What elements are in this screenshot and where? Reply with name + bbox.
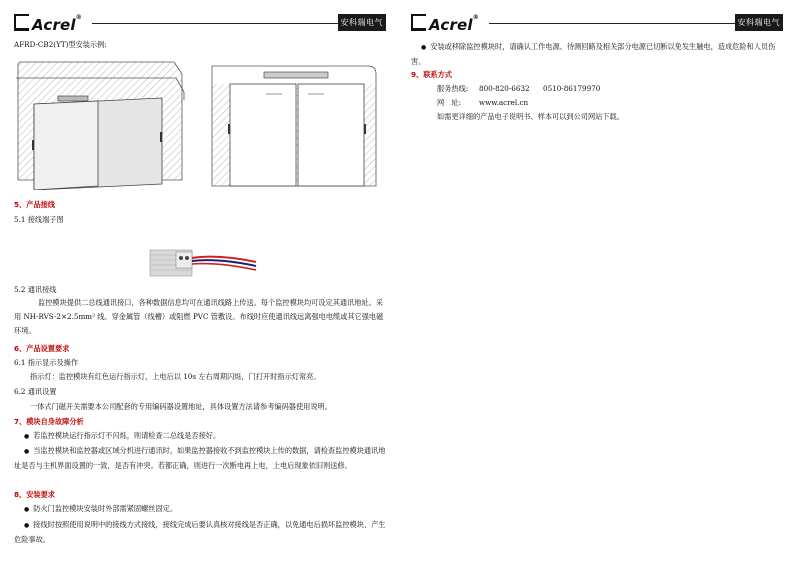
section-6-1-title: 6.1 指示显示及操作 bbox=[14, 358, 79, 367]
section-6-title: 6、产品设置要求 bbox=[14, 344, 70, 353]
header-rule bbox=[489, 23, 735, 24]
section-8-bullet-2: ● 接线时按照使用说明中的接线方式接线，接线完成后要认真核对接线是否正确，以免通电后损坏监控模块、产生危险事故。 bbox=[14, 518, 390, 547]
section-9-title: 9、联系方式 bbox=[411, 70, 452, 79]
website-link[interactable]: www.acrel.cn bbox=[479, 98, 529, 107]
website-label: 网 址: bbox=[437, 98, 461, 107]
safety-bullet: ● 安装或移除监控模块时，请确认工作电源、待测回路及相关部分电源已切断以免发生触电，造成危险和人员伤害。 bbox=[411, 40, 781, 69]
example-caption: AFRD-CB2(YT)型安装示例: bbox=[14, 40, 107, 49]
section-6-1-text: 指示灯：监控模块有红色运行指示灯，上电后以 10s 左右周期闪烁，门打开时指示灯常亮。 bbox=[30, 372, 321, 381]
section-5-1-title: 5.1 接线端子图 bbox=[14, 215, 64, 224]
door-install-perspective bbox=[14, 56, 186, 190]
section-7-title: 7、模块自身故障分析 bbox=[14, 417, 84, 426]
terminal-wiring-photo bbox=[148, 244, 258, 278]
header-badge: 安科瑞电气 bbox=[735, 14, 784, 31]
download-note: 如需更详细的产品电子说明书、样本可以到公司网站下载。 bbox=[437, 112, 624, 121]
page-header bbox=[411, 14, 783, 32]
phone-value: 0510-86179970 bbox=[543, 84, 601, 93]
door-magnet-module bbox=[264, 72, 328, 78]
hotline-label: 服务热线: bbox=[437, 84, 469, 93]
section-6-2-text: 一体式门磁开关需要本公司配套的专用编码器设置地址，具体设置方法请参考编码器使用说明。 bbox=[30, 402, 332, 411]
section-8-bullet-1: ● 防火门监控模块安装时外部需紧固螺丝固定。 bbox=[24, 504, 177, 515]
acrel-logo: Acrel® bbox=[411, 14, 479, 34]
section-6-2-title: 6.2 通讯设置 bbox=[14, 387, 57, 396]
section-8-title: 8、安装要求 bbox=[14, 490, 55, 499]
door-magnet-module bbox=[58, 96, 88, 101]
left-page bbox=[0, 0, 396, 561]
section-7-bullet-2: ● 当监控模块和监控器或区域分机进行通讯时，如果监控器接收不到监控模块上传的数据，请检查监控模块通讯地址是否与主机界面设置的一致，是否有冲突。若都正确，则进行一次断电再上电，上电后现象依旧则送修。 bbox=[14, 444, 390, 473]
header-rule bbox=[92, 23, 338, 24]
page-header bbox=[14, 14, 386, 32]
door-install-front bbox=[208, 64, 378, 190]
right-page bbox=[397, 0, 793, 561]
section-7-bullet-1: ● 若监控模块运行指示灯不闪烁，则请检查二总线是否接好。 bbox=[24, 431, 220, 442]
section-5-title: 5、产品接线 bbox=[14, 200, 55, 209]
hotline-value: 800-820-6632 bbox=[479, 84, 530, 93]
header-badge: 安科瑞电气 bbox=[338, 14, 387, 31]
section-5-2-text: 监控模块提供二总线通讯接口，各种数据信息均可在通讯线路上传送。每个监控模块均可设定其通讯地址。采用 NH-RVS-2×2.5mm² 线。穿金属管（线槽）或阻燃 PVC 管敷设。布线时应使通讯线远离强电电缆或其它强电磁环境。 bbox=[14, 298, 384, 335]
section-5-2-title: 5.2 通讯接线 bbox=[14, 285, 57, 294]
acrel-logo: Acrel® bbox=[14, 14, 82, 34]
